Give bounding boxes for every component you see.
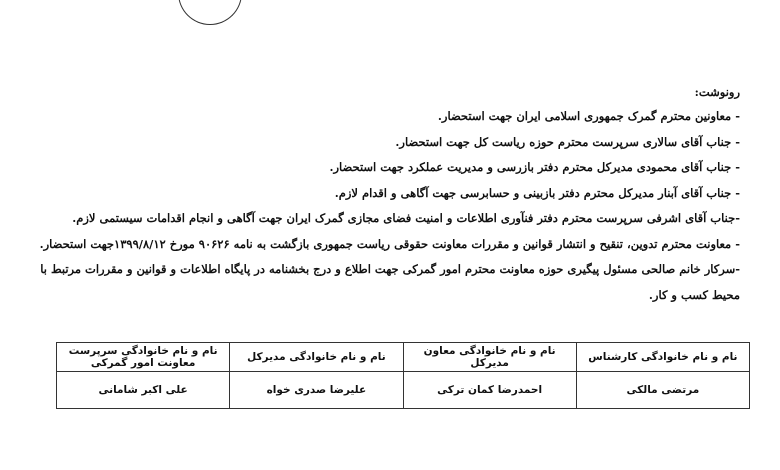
director-general-header: نام و نام خانوادگی مدیرکل [230, 343, 403, 372]
recipient-line: - معاونت محترم تدوین، تنقیح و انتشار قوانین و مقررات معاونت حقوقی ریاست جمهوری بازگشت به نامه ۹۰۶۲۶ مورخ ۱۳۹۹/۸/۱۲جهت استحضار. [39, 236, 740, 251]
recipient-line: -جناب آقای اشرفی سرپرست محترم دفتر فنآوری اطلاعات و امنیت فضای مجازی گمرک ایران جهت آگاهی و انجام اقدامات سیستمی لازم. [72, 211, 740, 225]
copy-distribution-section [40, 84, 740, 308]
recipient-line: - جناب آقای آبنار مدیرکل محترم دفتر بازبینی و حسابرسی جهت آگاهی و اقدام لازم. [334, 185, 740, 200]
recipient-list [40, 104, 740, 308]
signature-name-row [57, 372, 750, 409]
expert-name: مرتضی مالکی [576, 372, 749, 409]
signature-header-row [57, 343, 750, 372]
recipient-line: -سرکار خانم صالحی مسئول پیگیری حوزه معاونت محترم امور گمرکی جهت اطلاع و درج بخشنامه در پایگاه اطلاعات و قوانین و مقررات مرتبط با محیط کسب و کار. [40, 262, 740, 302]
deputy-director-header: نام و نام خانوادگی معاون مدیرکل [403, 343, 576, 372]
recipient-line: - معاونین محترم گمرک جمهوری اسلامی ایران جهت استحضار. [437, 109, 740, 123]
expert-header: نام و نام خانوادگی کارشناس [576, 343, 749, 372]
customs-affairs-supervisor-header: نام و نام خانوادگی سرپرست معاونت امور گمرکی [57, 343, 230, 372]
recipient-line: - جناب آقای سالاری سرپرست محترم حوزه ریاست کل جهت استحضار. [395, 134, 740, 149]
director-general-name: علیرضا صدری خواه [230, 372, 403, 409]
scan-edge-mark [178, 0, 242, 25]
copy-heading: رونوشت: [694, 85, 740, 99]
deputy-director-name: احمدرضا کمان ترکی [403, 372, 576, 409]
recipient-line: - جناب آقای محمودی مدیرکل محترم دفتر بازرسی و مدیریت عملکرد جهت استحضار. [329, 160, 740, 174]
customs-affairs-supervisor-name: علی اکبر شامانی [57, 372, 230, 409]
signature-table [56, 342, 750, 409]
